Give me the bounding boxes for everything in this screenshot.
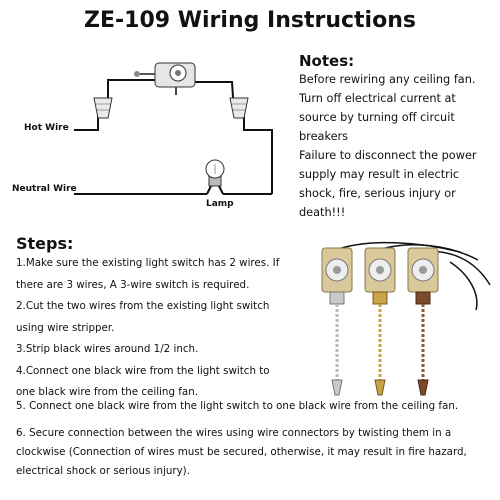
note-line: death!!! (299, 206, 346, 219)
switch-bronze-icon (408, 248, 438, 395)
wire-connector-icon (94, 98, 112, 118)
wiring-diagram (0, 0, 300, 230)
step-line: 6. Secure connection between the wires using wire connectors by twisting them in a (16, 427, 452, 439)
step-line: there are 3 wires, A 3-wire switch is required. (16, 278, 250, 291)
step-line: 2.Cut the two wires from the existing light switch (16, 300, 270, 312)
step-line: 1.Make sure the existing light switch has 2 wires. If (16, 257, 280, 269)
step-line: 4.Connect one black wire from the light switch to (16, 364, 270, 377)
note-line: supply may result in electric (299, 168, 460, 181)
hot-wire-label: Hot Wire (24, 123, 69, 133)
step-line: electrical shock or serious injury). (16, 465, 190, 477)
page-title: ZE-109 Wiring Instructions (84, 8, 416, 33)
notes-heading: Notes: (299, 52, 355, 70)
product-photo (300, 230, 496, 400)
step-line: one black wire from the ceiling fan. (16, 386, 198, 398)
neutral-wire-label: Neutral Wire (12, 184, 77, 194)
note-line: breakers (299, 130, 349, 143)
hot-wire-line (74, 80, 272, 194)
note-line: source by turning off circuit (299, 111, 455, 124)
note-line: Before rewiring any ceiling fan. (299, 73, 476, 86)
steps-list-wide (16, 397, 496, 481)
step-line: 3.Strip black wires around 1/2 inch. (16, 343, 199, 355)
note-line: Turn off electrical current at (299, 92, 456, 105)
wire-connector-icon (230, 98, 248, 118)
step-line: clockwise (Connection of wires must be secured, otherwise, it may result in fire hazard, (16, 446, 467, 458)
switch-silver-icon (322, 248, 352, 395)
steps-heading: Steps: (16, 234, 74, 253)
step-line: using wire stripper. (16, 321, 115, 334)
note-line: shock, fire, serious injury or (299, 187, 456, 200)
note-line: Failure to disconnect the power (299, 149, 477, 162)
lamp-bulb-icon (206, 160, 224, 194)
steps-list (16, 253, 316, 404)
lamp-label: Lamp (206, 199, 234, 209)
step-line: 5. Connect one black wire from the light switch to one black wire from the ceiling fan. (16, 400, 459, 412)
notes-section (299, 52, 495, 222)
switch-gold-icon (365, 248, 395, 395)
